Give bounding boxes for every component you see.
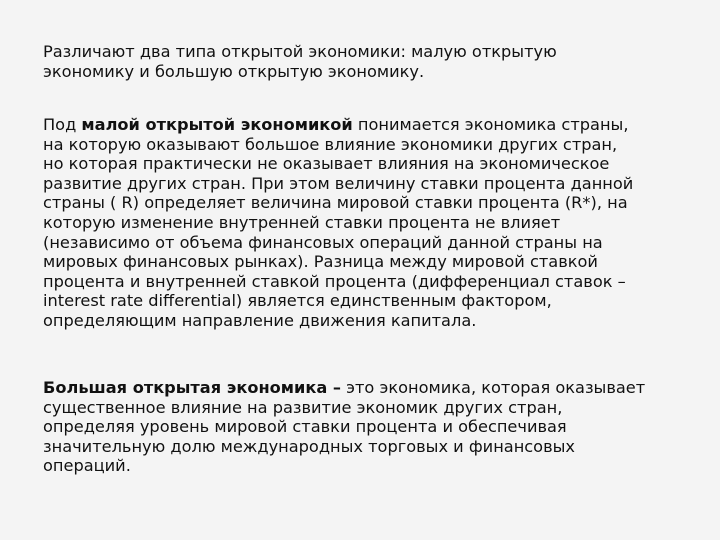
text-line: (независимо от объема финансовых операций данной страны на [43, 232, 603, 252]
text-line: страны ( R) определяет величина мировой ставки процента (R*), на [43, 193, 628, 213]
text-line: мировых финансовых рынках). Разница между мировой ставкой [43, 252, 598, 272]
term-large-open-economy: Большая открытая экономика – [43, 378, 341, 397]
paragraph-small-open-economy [43, 115, 683, 331]
text-suffix: это экономика, которая оказывает [340, 378, 646, 397]
paragraph-large-open-economy [43, 378, 683, 476]
text-line: существенное влияние на развитие экономик других стран, [43, 397, 563, 417]
paragraph-open-economy-types [43, 42, 683, 81]
text-line: на которую оказывают большое влияние экономики других стран, [43, 134, 618, 154]
text-line: interest rate differential) является единственным фактором, [43, 291, 552, 311]
term-small-open-economy: малой открытой экономикой [81, 115, 353, 134]
text-line: развитие других стран. При этом величину ставки процента данной [43, 173, 634, 193]
text-line: определяя уровень мировой ставки процента и обеспечивая [43, 417, 567, 437]
text-line: экономику и большую открытую экономику. [43, 61, 425, 81]
text-line: которую изменение внутренней ставки процента не влияет [43, 212, 561, 232]
text-line: определяющим направление движения капитала. [43, 310, 477, 330]
text-line: операций. [43, 456, 131, 476]
text-line [43, 115, 683, 135]
text-suffix: понимается экономика страны, [352, 115, 629, 134]
text-line: Различают два типа открытой экономики: малую открытую [43, 42, 557, 61]
text-prefix: Под [43, 115, 82, 134]
text-line: значительную долю международных торговых и финансовых [43, 436, 575, 456]
text-line: но которая практически не оказывает влияния на экономическое [43, 154, 610, 174]
text-line [43, 378, 683, 398]
text-line: процента и внутренней ставкой процента (дифференциал ставок – [43, 271, 626, 291]
